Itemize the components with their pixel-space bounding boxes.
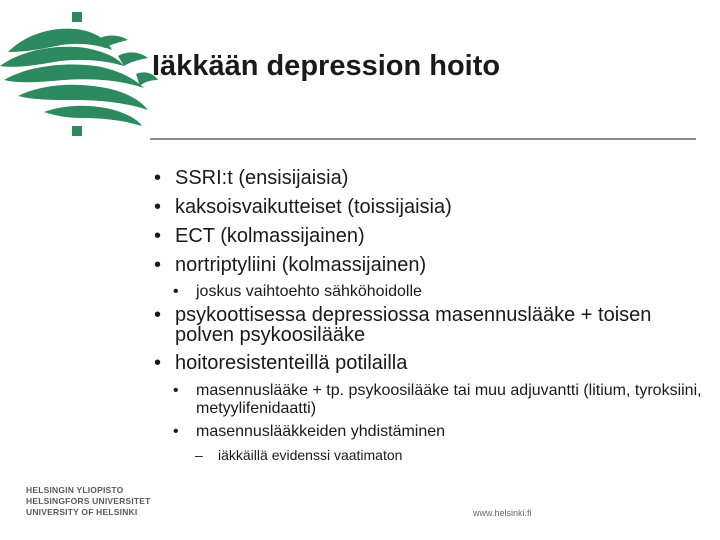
bullet-text: hoitoresistenteillä potilailla xyxy=(175,352,408,374)
bullet-marker: • xyxy=(154,196,162,218)
bullet-item xyxy=(150,351,710,375)
bullet-text: masennuslääkkeiden yhdistäminen xyxy=(196,423,446,440)
sub-sub-bullet-item xyxy=(150,446,710,464)
bullet-item xyxy=(150,305,710,345)
bullet-marker: • xyxy=(173,382,179,399)
bullet-list xyxy=(150,160,710,464)
sub-bullet-item xyxy=(150,423,710,441)
university-name-sv: HELSINGFORS UNIVERSITET xyxy=(26,496,151,506)
slide-title: Iäkkään depression hoito xyxy=(152,50,501,82)
sub-bullet-item xyxy=(150,283,710,301)
bullet-text: masennuslääke + tp. psykoosilääke tai muu adjuvantti (litium, tyroksiini, metyylifenidaatti) xyxy=(196,382,702,417)
bullet-text: joskus vaihtoehto sähköhoidolle xyxy=(196,283,422,300)
university-name-en: UNIVERSITY OF HELSINKI xyxy=(26,507,138,517)
bullet-marker: • xyxy=(154,254,162,276)
bullet-text: kaksoisvaikutteiset (toissijaisia) xyxy=(175,196,452,218)
bullet-item xyxy=(150,195,710,219)
bullet-item xyxy=(150,166,710,190)
bullet-marker: • xyxy=(173,283,179,300)
footer-url[interactable]: www.helsinki.fi xyxy=(473,508,532,518)
bullet-item xyxy=(150,253,710,277)
title-divider xyxy=(150,138,696,140)
university-flame-logo xyxy=(0,0,160,150)
bullet-text: ECT (kolmassijainen) xyxy=(175,225,365,247)
bullet-marker: – xyxy=(195,447,203,463)
bullet-text: nortriptyliini (kolmassijainen) xyxy=(175,254,427,276)
university-name-fi: HELSINGIN YLIOPISTO xyxy=(26,485,124,495)
bullet-marker: • xyxy=(154,352,162,374)
bullet-text: iäkkäillä evidenssi vaatimaton xyxy=(218,447,403,463)
bullet-item xyxy=(150,224,710,248)
university-name xyxy=(26,485,151,518)
bullet-text: psykoottisessa depressiossa masennuslääke + toisen polven psykoosilääke xyxy=(175,304,652,346)
bullet-marker: • xyxy=(154,225,162,247)
bullet-text: SSRI:t (ensisijaisia) xyxy=(175,167,349,189)
bullet-marker: • xyxy=(154,167,162,189)
sub-bullet-item xyxy=(150,382,710,418)
bullet-marker: • xyxy=(154,304,162,326)
bullet-marker: • xyxy=(173,423,179,440)
